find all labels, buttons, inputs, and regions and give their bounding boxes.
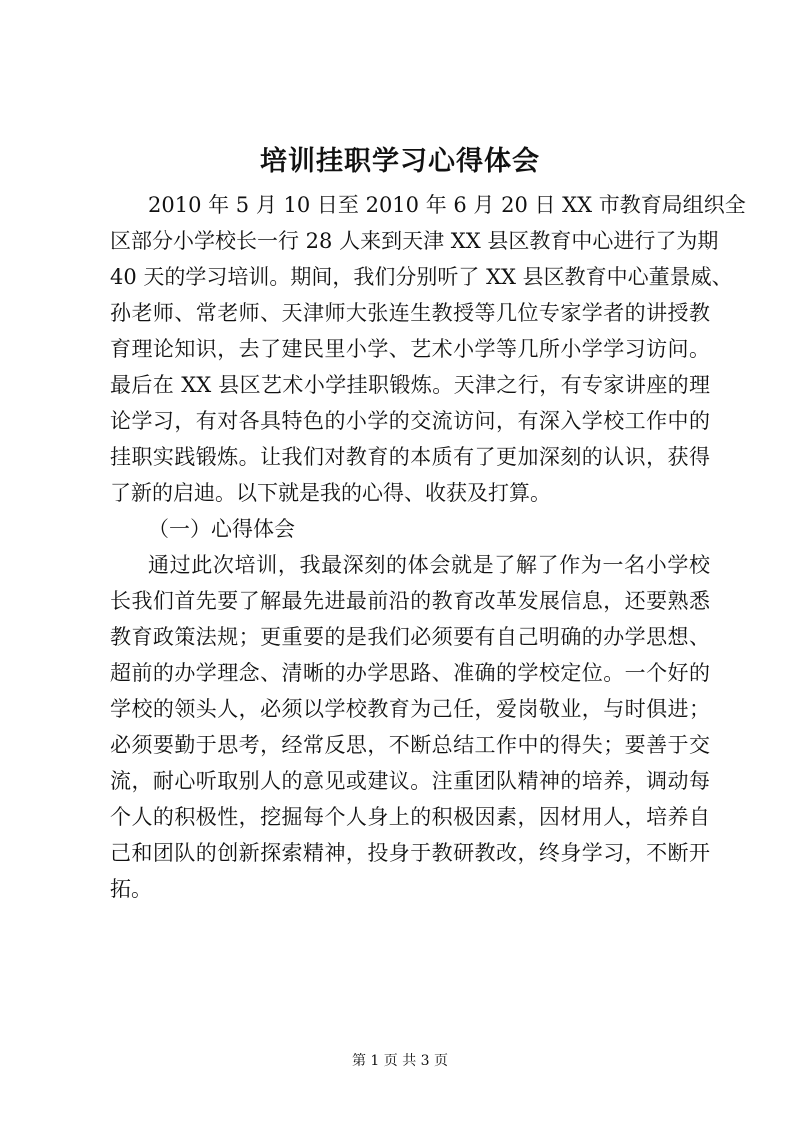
page-number-footer: 第 1 页 共 3 页 xyxy=(351,1053,449,1069)
section-heading: （一）心得体会 xyxy=(148,517,295,541)
paragraph-2-line-3: 教育政策法规；更重要的是我们必须要有自己明确的办学思想、 xyxy=(110,625,710,649)
paragraph-2-line-1: 通过此次培训，我最深刻的体会就是了解了作为一名小学校 xyxy=(148,553,710,577)
paragraph-1-line-3: 40 天的学习培训。期间，我们分别听了 XX 县区教育中心董景威、 xyxy=(110,265,733,289)
paragraph-1-line-2: 区部分小学校长一行 28 人来到天津 XX 县区教育中心进行了为期 xyxy=(110,229,719,253)
paragraph-1-line-7: 论学习，有对各具特色的小学的交流访问，有深入学校工作中的 xyxy=(110,409,710,433)
paragraph-2-line-6: 必须要勤于思考，经常反思，不断总结工作中的得失；要善于交 xyxy=(110,733,710,757)
paragraph-2-line-4: 超前的办学理念、清晰的办学思路、准确的学校定位。一个好的 xyxy=(110,661,710,685)
paragraph-2-line-7: 流，耐心听取别人的意见或建议。注重团队精神的培养，调动每 xyxy=(110,769,710,793)
paragraph-1-line-9: 了新的启迪。以下就是我的心得、收获及打算。 xyxy=(110,481,551,505)
paragraph-2-line-9: 己和团队的创新探索精神，投身于教研教改，终身学习，不断开 xyxy=(110,841,710,865)
paragraph-1-line-4: 孙老师、常老师、天津师大张连生教授等几位专家学者的讲授教 xyxy=(110,301,710,325)
document-title: 培训挂职学习心得体会 xyxy=(260,146,540,177)
paragraph-2-line-5: 学校的领头人，必须以学校教育为己任，爱岗敬业，与时俱进； xyxy=(110,697,710,721)
paragraph-1-line-5: 育理论知识，去了建民里小学、艺术小学等几所小学学习访问。 xyxy=(110,337,710,361)
paragraph-2-line-2: 长我们首先要了解最先进最前沿的教育改革发展信息，还要熟悉 xyxy=(110,589,710,613)
paragraph-1-line-6: 最后在 XX 县区艺术小学挂职锻炼。天津之行，有专家讲座的理 xyxy=(110,373,710,397)
paragraph-1-line-1: 2010 年 5 月 10 日至 2010 年 6 月 20 日 XX 市教育局组织全 xyxy=(148,193,746,217)
paragraph-1-line-8: 挂职实践锻炼。让我们对教育的本质有了更加深刻的认识，获得 xyxy=(110,445,710,469)
paragraph-2-line-10: 拓。 xyxy=(110,877,152,901)
paragraph-2-line-8: 个人的积极性，挖掘每个人身上的积极因素，因材用人，培养自 xyxy=(110,805,710,829)
